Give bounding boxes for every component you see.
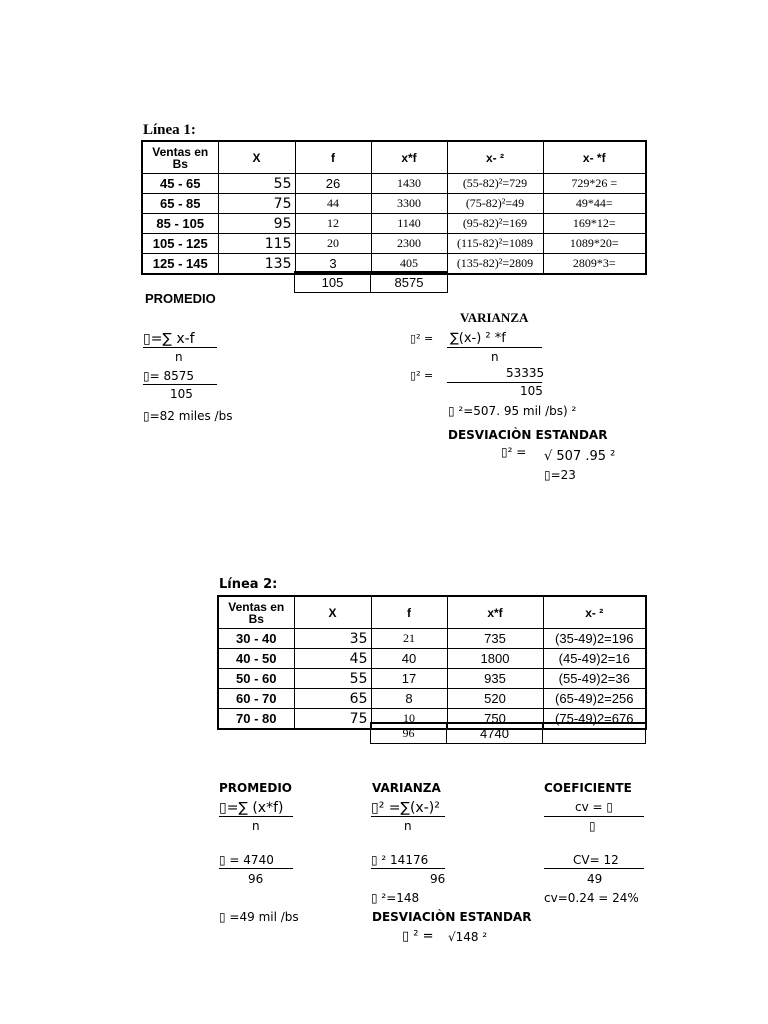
header-f: f [295, 141, 371, 174]
line1-desviacion-lhs: ▯² = [501, 445, 527, 459]
f-cell: 21 [371, 629, 447, 649]
devf-cell: 2809*3= [543, 254, 646, 275]
x-cell: 55 [294, 669, 371, 689]
mean-symbol-icon: ▯ [143, 331, 151, 347]
xf-cell: 405 [371, 254, 447, 275]
line2-totals [370, 722, 646, 744]
line2-promedio-sub-den: 96 [248, 872, 264, 886]
fraction-bar [447, 382, 542, 383]
range-cell: 50 - 60 [218, 669, 294, 689]
dev-cell: (35-49)2=196 [543, 629, 646, 649]
x-cell: 115 [218, 234, 295, 254]
line1-header-row [142, 141, 646, 174]
header-f: f [371, 596, 447, 629]
sigma-symbol-icon: ▯ [501, 445, 508, 459]
line1-promedio-formula: ▯=∑ x-f [143, 331, 195, 347]
x-cell: 35 [294, 629, 371, 649]
line2-promedio-title: PROMEDIO [219, 781, 293, 795]
line2-varianza-sub-den: 96 [430, 872, 446, 886]
mean-symbol-icon: ▯ [219, 800, 227, 816]
line1-varianza-sub-den: 105 [520, 384, 543, 398]
range-cell: 70 - 80 [218, 709, 294, 730]
dev-cell: (135-82)²=2809 [447, 254, 543, 275]
line1-varianza-sub: 53335 [506, 366, 545, 380]
x-cell: 65 [294, 689, 371, 709]
range-cell: 125 - 145 [142, 254, 218, 275]
range-cell: 60 - 70 [218, 689, 294, 709]
total-empty [543, 723, 646, 744]
fraction-bar [143, 384, 217, 385]
line1-table [141, 140, 647, 275]
x-cell: 75 [218, 194, 295, 214]
line2-varianza-sub: ▯ ² 14176 [371, 853, 429, 867]
f-cell: 20 [295, 234, 371, 254]
line2-varianza-formula: ▯² =∑(x-)² [371, 800, 440, 816]
devf-cell: 49*44= [543, 194, 646, 214]
dev-cell: (55-82)²=729 [447, 174, 543, 194]
x-cell: 135 [218, 254, 295, 275]
line2-coeficiente-result: cv=0.24 = 24% [544, 891, 639, 905]
line2-coeficiente-formula: cv = ▯ [575, 800, 613, 814]
fraction-bar [219, 816, 293, 817]
fraction-bar [143, 347, 217, 348]
devf-cell: 729*26 = [543, 174, 646, 194]
range-cell: 105 - 125 [142, 234, 218, 254]
xf-cell: 935 [447, 669, 543, 689]
f-cell: 8 [371, 689, 447, 709]
sigma-symbol-icon: ▯ [371, 800, 379, 816]
line2-coeficiente-sub-den: 49 [587, 872, 603, 886]
f-cell: 3 [295, 254, 371, 275]
mean-symbol-icon: ▯ [219, 853, 226, 867]
xf-cell: 520 [447, 689, 543, 709]
line2-coeficiente-title: COEFICIENTE [544, 781, 632, 795]
range-cell: 30 - 40 [218, 629, 294, 649]
header-x: X [294, 596, 371, 629]
range-cell: 85 - 105 [142, 214, 218, 234]
total-xf: 8575 [371, 272, 448, 293]
mean-symbol-icon: ▯ [219, 910, 226, 924]
line1-varianza-den: n [491, 350, 499, 364]
table-row [218, 649, 646, 669]
sigma-symbol-icon: ▯ [371, 853, 378, 867]
range-cell: 45 - 65 [142, 174, 218, 194]
mean-symbol-icon: ▯ [589, 819, 596, 833]
table-row [142, 174, 646, 194]
line1-promedio-den: n [175, 350, 183, 364]
fraction-bar [371, 816, 445, 817]
sigma-symbol-icon: ▯ [606, 800, 613, 814]
sigma-symbol-icon: ▯ [402, 929, 410, 944]
line1-title: Línea 1: [143, 122, 196, 138]
xf-cell: 735 [447, 629, 543, 649]
f-cell: 12 [295, 214, 371, 234]
table-row [142, 234, 646, 254]
xf-cell: 2300 [371, 234, 447, 254]
f-cell: 10 [371, 709, 447, 730]
sigma-symbol-icon: ▯ [410, 332, 417, 345]
line2-title: Línea 2: [219, 577, 278, 592]
devf-cell: 169*12= [543, 214, 646, 234]
fraction-bar [219, 868, 293, 869]
sigma-symbol-icon: ▯ [410, 369, 417, 382]
line2-promedio-sub: ▯ = 4740 [219, 853, 274, 867]
dev-cell: (115-82)²=1089 [447, 234, 543, 254]
line2-header-row [218, 596, 646, 629]
dev-cell: (55-49)2=36 [543, 669, 646, 689]
table-row [218, 689, 646, 709]
range-cell: 40 - 50 [218, 649, 294, 669]
fraction-bar [371, 868, 445, 869]
line2-table [217, 595, 647, 730]
header-deviation-f: x- *f [543, 141, 646, 174]
line1-promedio-result: ▯=82 miles /bs [143, 409, 233, 423]
line1-desviacion-result: ▯=23 [544, 468, 576, 482]
table-row [218, 629, 646, 649]
f-cell: 17 [371, 669, 447, 689]
xf-cell: 1430 [371, 174, 447, 194]
total-f: 96 [371, 723, 447, 744]
line2-promedio-den: n [252, 819, 260, 833]
header-deviation: x- ² [543, 596, 646, 629]
xf-cell: 750 [447, 709, 543, 730]
header-xf: x*f [371, 141, 447, 174]
line2-coeficiente-sub: CV= 12 [573, 853, 619, 867]
line2-desviacion-root: √148 ² [448, 930, 488, 944]
x-cell: 45 [294, 649, 371, 669]
line1-promedio-sub: ▯= 8575 [143, 369, 195, 383]
dev-cell: (95-82)²=169 [447, 214, 543, 234]
line2-desviacion-title: DESVIACIÒN ESTANDAR [372, 910, 532, 924]
f-cell: 40 [371, 649, 447, 669]
xf-cell: 3300 [371, 194, 447, 214]
line2-promedio-formula: ▯=∑ (x*f) [219, 800, 284, 816]
line1-desviacion-title: DESVIACIÒN ESTANDAR [448, 428, 608, 442]
f-cell: 44 [295, 194, 371, 214]
line2-desviacion-lhs: ▯ ² = [402, 929, 434, 944]
table-row [142, 194, 646, 214]
x-cell: 95 [218, 214, 295, 234]
fraction-bar [447, 347, 542, 348]
line1-varianza-formula: ∑(x-) ² *f [450, 331, 506, 346]
header-ventas: Ventas en Bs [218, 596, 294, 629]
line1-varianza-result: ▯ ²=507. 95 mil /bs) ² [448, 404, 577, 418]
x-cell: 75 [294, 709, 371, 730]
line1-desviacion-root: √ 507 .95 ² [544, 449, 616, 464]
dev-cell: (75-49)2=676 [543, 709, 646, 730]
sigma-symbol-icon: ▯ [371, 891, 378, 905]
header-deviation: x- ² [447, 141, 543, 174]
line1-totals [294, 271, 448, 293]
line2-varianza-result: ▯ ²=148 [371, 891, 420, 905]
line2-coeficiente-den [589, 819, 596, 833]
line1-varianza-lhs: ▯² = [410, 332, 434, 345]
header-ventas: Ventas en Bs [142, 141, 218, 174]
sigma-symbol-icon: ▯ [448, 404, 455, 418]
header-x: X [218, 141, 295, 174]
line1-varianza-title: VARIANZA [460, 310, 529, 325]
devf-cell: 1089*20= [543, 234, 646, 254]
xf-cell: 1800 [447, 649, 543, 669]
table-row [142, 214, 646, 234]
f-cell: 26 [295, 174, 371, 194]
totals-row [295, 272, 448, 293]
line1-promedio-sub-den: 105 [170, 387, 193, 401]
mean-symbol-icon: ▯ [143, 369, 150, 383]
total-xf: 4740 [447, 723, 543, 744]
total-f: 105 [295, 272, 371, 293]
x-cell: 55 [218, 174, 295, 194]
table-row [218, 669, 646, 689]
dev-cell: (45-49)2=16 [543, 649, 646, 669]
line1-varianza-lhs2: ▯² = [410, 369, 434, 382]
sigma-symbol-icon: ▯ [544, 468, 551, 482]
xf-cell: 1140 [371, 214, 447, 234]
line1-promedio-title: PROMEDIO [145, 291, 216, 306]
line2-varianza-den: n [404, 819, 412, 833]
line2-promedio-result: ▯ =49 mil /bs [219, 910, 299, 924]
dev-cell: (75-82)²=49 [447, 194, 543, 214]
mean-symbol-icon: ▯ [143, 409, 150, 423]
range-cell: 65 - 85 [142, 194, 218, 214]
line2-varianza-title: VARIANZA [372, 781, 441, 795]
totals-row [371, 723, 646, 744]
dev-cell: (65-49)2=256 [543, 689, 646, 709]
header-xf: x*f [447, 596, 543, 629]
fraction-bar [544, 816, 644, 817]
fraction-bar [544, 868, 644, 869]
